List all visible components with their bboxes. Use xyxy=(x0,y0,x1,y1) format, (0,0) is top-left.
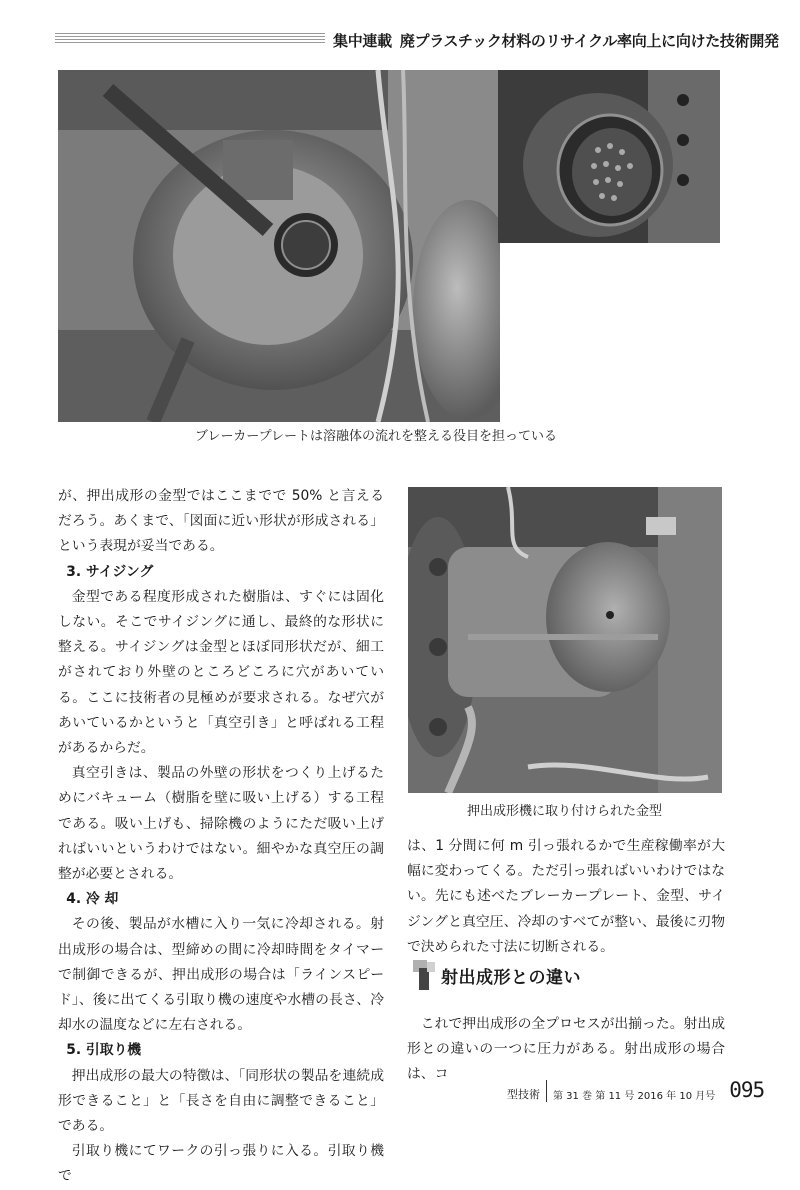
figure-caption-1: ブレーカープレートは溶融体の流れを整える役目を担っている xyxy=(195,429,558,444)
page-footer xyxy=(507,1078,764,1102)
photo-breaker-plate-closeup xyxy=(498,70,720,243)
series-label: 集中連載 xyxy=(333,32,392,50)
paragraph: が、押出成形の金型ではここまでで 50% と言えるだろう。あくまで、「図面に近い形状が形成される」という表現が妥当である。 xyxy=(58,488,384,555)
die-photo-graphic xyxy=(408,487,722,793)
photo-die-mounted xyxy=(408,487,722,793)
section-heading-injection-diff xyxy=(413,958,581,992)
magazine-name: 型技術 xyxy=(507,1088,540,1101)
paragraph: 押出成形の最大の特徴は、「同形状の製品を連続成形できること」と「長さを自由に調整できること」である。 xyxy=(58,1067,384,1135)
machine-photo-graphic xyxy=(58,70,500,422)
heading-mark-icon xyxy=(413,960,435,990)
section-heading-3: 3. サイジング xyxy=(66,563,154,580)
paragraph: 引取り機にてワークの引っ張りに入る。引取り機で xyxy=(58,1143,384,1185)
photo-breaker-plate-machine xyxy=(58,70,500,422)
header-rule xyxy=(55,33,325,44)
paragraph: 真空引きは、製品の外壁の形状をつくり上げるためにバキューム（樹脂を壁に吸い上げる）する工程である。吸い上げも、掃除機のようにただ吸い上げればいいというわけではない。細やかな真空圧の調整が必要とされる。 xyxy=(58,765,384,883)
running-header xyxy=(333,30,779,51)
paragraph: これで押出成形の全プロセスが出揃った。射出成形との違いの一つに圧力がある。射出成形の場合は、コ xyxy=(407,1016,725,1083)
section-heading-4: 4. 冷 却 xyxy=(66,891,119,908)
section-heading-text: 射出成形との違い xyxy=(441,967,581,988)
section-heading-5: 5. 引取り機 xyxy=(66,1042,142,1059)
page-number: 095 xyxy=(729,1078,765,1102)
closeup-photo-graphic xyxy=(498,70,720,243)
left-column xyxy=(58,484,384,1190)
figure-caption-2: 押出成形機に取り付けられた金型 xyxy=(467,804,663,819)
right-column-lower xyxy=(407,1012,725,1088)
footer-divider xyxy=(546,1080,547,1102)
issue-info: 第 31 巻 第 11 号 2016 年 10 月号 xyxy=(553,1091,716,1102)
article-title: 廃プラスチック材料のリサイクル率向上に向けた技術開発 xyxy=(399,32,779,50)
paragraph: その後、製品が水槽に入り一気に冷却される。射出成形の場合は、型締めの間に冷却時間をタイマーで制御できるが、押出成形の場合は「ラインスピード」、後に出てくる引取り機の速度や水槽の長さ、冷却水の温度などに左右される。 xyxy=(58,916,384,1034)
right-column-upper xyxy=(407,834,725,960)
paragraph: 金型である程度形成された樹脂は、すぐには固化しない。そこでサイジングに通し、最終的な形状に整える。サイジングは金型とほぼ同形状だが、細工がされており外壁のところどころに穴があいている。ここに技術者の見極めが要求される。なぜ穴があいているかというと「真空引き」と呼ばれる工程があるからだ。 xyxy=(58,588,384,757)
paragraph: は、1 分間に何 m 引っ張れるかで生産稼働率が大幅に変わってくる。ただ引っ張ればいいわけではない。先にも述べたブレーカープレート、金型、サイジングと真空圧、冷却のすべてが整い、最後に刃物で決められた寸法に切断される。 xyxy=(407,838,725,955)
